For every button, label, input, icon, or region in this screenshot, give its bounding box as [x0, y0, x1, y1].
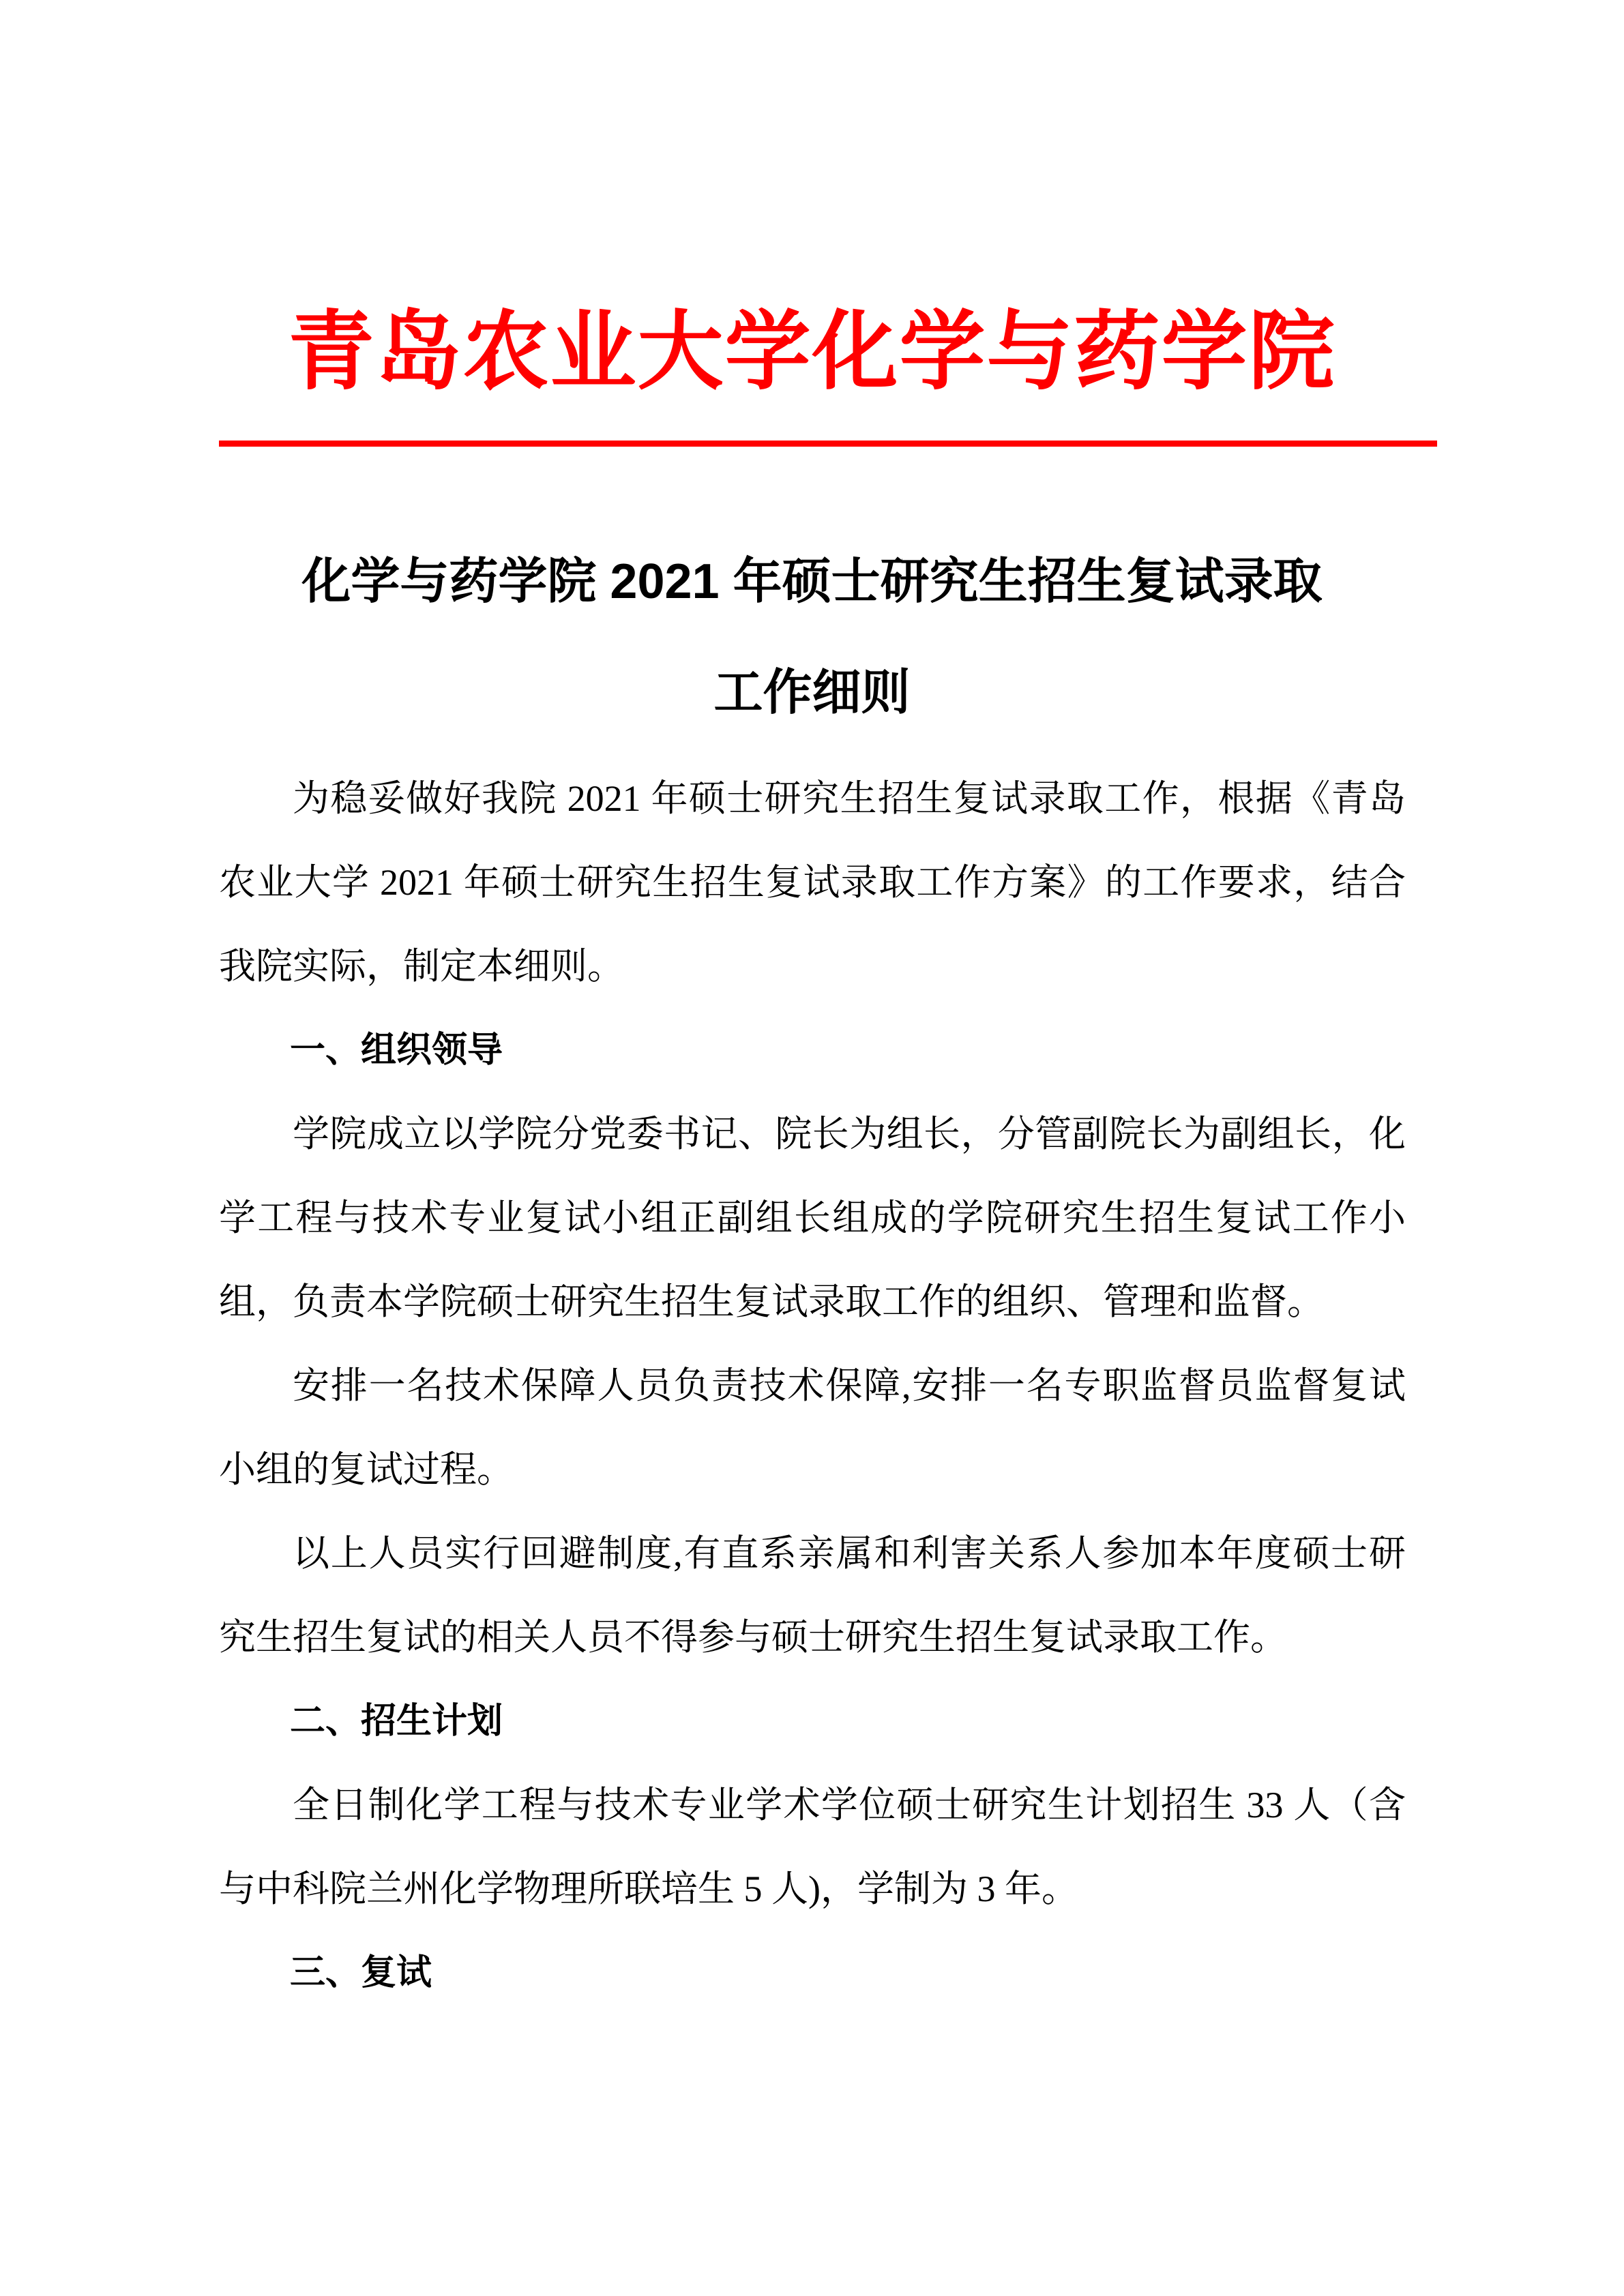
paragraph-enrollment-numbers: 全日制化学工程与技术专业学术学位硕士研究生计划招生 33 人（含与中科院兰州化学物理所联培生 5 人)，学制为 3 年。	[219, 1785, 1406, 1909]
paragraph-recusal-policy: 以上人员实行回避制度,有直系亲属和利害关系人参加本年度硕士研究生招生复试的相关人员不得参与硕士研究生招生复试录取工作。	[219, 1533, 1406, 1658]
university-title: 青岛农业大学化学与药学院	[288, 305, 1336, 400]
document-title	[0, 526, 1624, 749]
paragraph-tech-support: 安排一名技术保障人员负责技术保障,安排一名专职监督员监督复试小组的复试过程。	[219, 1365, 1406, 1490]
section-heading-organization: 一、组织领导	[290, 1030, 503, 1070]
document-title-line2: 工作细则	[713, 666, 911, 720]
paragraph-intro: 为稳妥做好我院 2021 年硕士研究生招生复试录取工作，根据《青岛农业大学 2021 年硕士研究生招生复试录取工作方案》的工作要求，结合我院实际，制定本细则。	[219, 778, 1406, 987]
header-rule	[219, 441, 1437, 447]
paragraph-leadership-group: 学院成立以学院分党委书记、院长为组长，分管副院长为副组长，化学工程与技术专业复试小组正副组长组成的学院研究生招生复试工作小组，负责本学院硕士研究生招生复试录取工作的组织、管理和监督。	[219, 1114, 1406, 1322]
section-heading-enrollment-plan: 二、招生计划	[290, 1701, 503, 1741]
section-heading-reexamination: 三、复试	[290, 1953, 432, 1993]
document-body	[219, 757, 1406, 2015]
document-title-line1: 化学与药学院 2021 年硕士研究生招生复试录取	[301, 554, 1323, 609]
